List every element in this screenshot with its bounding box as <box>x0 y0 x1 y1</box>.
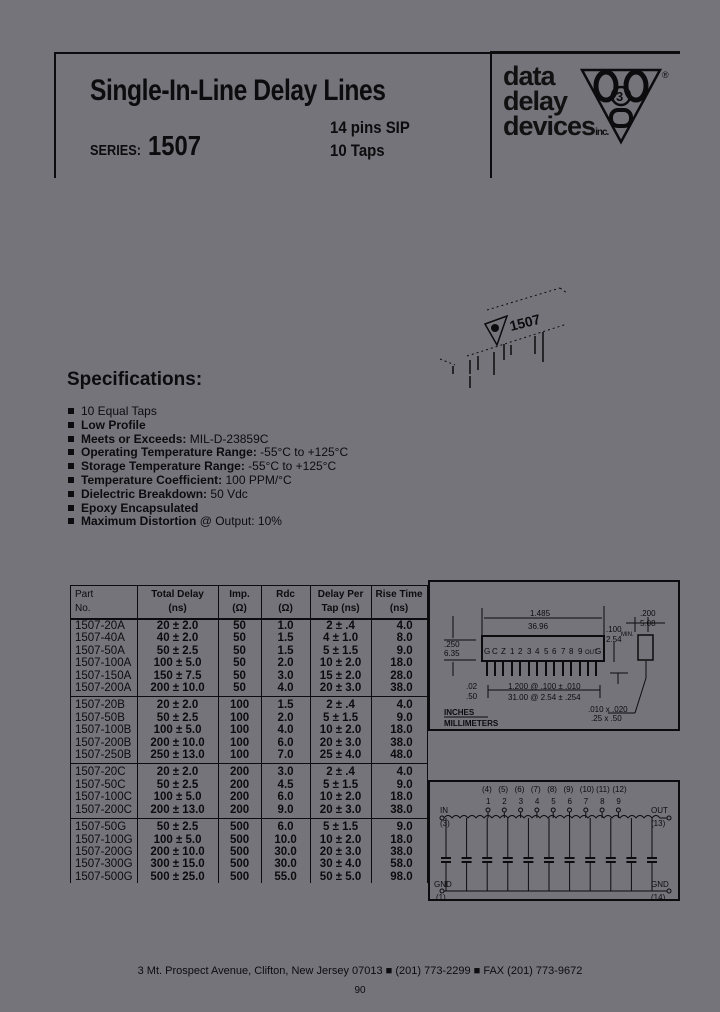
col-rise-time: Rise Time (ns) <box>371 586 427 620</box>
cell-part: 1507-40A <box>71 632 138 644</box>
cell-rdc: 1.5 <box>261 632 310 644</box>
specifications-title: Specifications: <box>67 369 203 390</box>
cell-tap: 20 ± 3.0 <box>310 682 371 697</box>
cell-rise: 4.0 <box>371 697 427 712</box>
cell-imp: 50 <box>218 682 261 697</box>
cell-imp: 100 <box>218 712 261 724</box>
cell-rdc: 10.0 <box>261 834 310 846</box>
table-row <box>71 858 428 870</box>
cell-part: 1507-200G <box>71 846 138 858</box>
svg-text:®: ® <box>662 70 669 80</box>
cell-rdc: 7.0 <box>261 749 310 764</box>
cell-total: 200 ± 10.0 <box>137 846 218 858</box>
svg-text:1: 1 <box>486 797 491 806</box>
svg-text:2.54: 2.54 <box>606 635 622 644</box>
table-header-row <box>71 586 428 620</box>
cell-rdc: 55.0 <box>261 871 310 883</box>
cell-total: 300 ± 15.0 <box>137 858 218 870</box>
svg-text:3: 3 <box>527 647 532 656</box>
cell-total: 100 ± 5.0 <box>137 834 218 846</box>
col-rdc: Rdc (Ω) <box>261 586 310 620</box>
svg-text:(5): (5) <box>498 785 509 794</box>
cell-rise: 58.0 <box>371 858 427 870</box>
cell-tap: 20 ± 3.0 <box>310 737 371 749</box>
svg-text:8: 8 <box>569 647 574 656</box>
svg-text:(10): (10) <box>579 785 595 794</box>
svg-text:8: 8 <box>600 797 605 806</box>
svg-text:4: 4 <box>535 647 540 656</box>
svg-text:GND: GND <box>651 880 669 889</box>
cell-tap: 25 ± 4.0 <box>310 749 371 764</box>
cell-imp: 50 <box>218 670 261 682</box>
cell-rdc: 1.0 <box>261 619 310 632</box>
cell-total: 500 ± 25.0 <box>137 871 218 883</box>
table-row <box>71 619 428 632</box>
package-illustration <box>425 282 605 392</box>
cell-rdc: 4.0 <box>261 724 310 736</box>
cell-tap: 5 ± 1.5 <box>310 645 371 657</box>
cell-part: 1507-50A <box>71 645 138 657</box>
subtitle-pins: 14 pins SIP <box>330 118 410 137</box>
cell-rdc: 30.0 <box>261 846 310 858</box>
cell-rdc: 1.5 <box>261 697 310 712</box>
cell-total: 40 ± 2.0 <box>137 632 218 644</box>
footer-address: 3 Mt. Prospect Avenue, Clifton, New Jersey 07013 ■ (201) 773-2299 ■ FAX (201) 773-9672 <box>137 965 583 977</box>
svg-text:5.08: 5.08 <box>640 619 656 628</box>
cell-total: 50 ± 2.5 <box>137 819 218 834</box>
spec-item: Dielectric Breakdown: 50 Vdc <box>68 488 348 502</box>
cell-rise: 18.0 <box>371 834 427 846</box>
svg-text:6: 6 <box>552 647 557 656</box>
svg-text:2: 2 <box>518 647 523 656</box>
specifications-list <box>68 405 348 529</box>
svg-text:2: 2 <box>502 797 507 806</box>
cell-part: 1507-250B <box>71 749 138 764</box>
svg-text:.25 x .50: .25 x .50 <box>591 714 622 723</box>
cell-rdc: 3.0 <box>261 670 310 682</box>
cell-total: 100 ± 5.0 <box>137 791 218 803</box>
cell-imp: 50 <box>218 619 261 632</box>
svg-text:7: 7 <box>561 647 566 656</box>
svg-text:(13): (13) <box>651 819 666 828</box>
svg-text:(1): (1) <box>436 893 446 901</box>
svg-text:(7): (7) <box>530 785 541 794</box>
table-row <box>71 645 428 657</box>
cell-rise: 48.0 <box>371 749 427 764</box>
logo-line-delay: delay <box>503 86 568 116</box>
svg-text:31.00 @ 2.54 ± .254: 31.00 @ 2.54 ± .254 <box>508 693 581 702</box>
table-row <box>71 682 428 697</box>
cell-total: 50 ± 2.5 <box>137 779 218 791</box>
table-row <box>71 737 428 749</box>
svg-text:(11): (11) <box>596 785 610 794</box>
cell-total: 100 ± 5.0 <box>137 657 218 669</box>
cell-rise: 9.0 <box>371 779 427 791</box>
table-row <box>71 764 428 779</box>
cell-rdc: 2.0 <box>261 657 310 669</box>
cell-imp: 200 <box>218 779 261 791</box>
cell-part: 1507-50C <box>71 779 138 791</box>
svg-text:(9): (9) <box>563 785 574 794</box>
logo-line-devices: devices <box>503 111 596 141</box>
cell-rdc: 30.0 <box>261 858 310 870</box>
cell-part: 1507-150A <box>71 670 138 682</box>
cell-rise: 9.0 <box>371 712 427 724</box>
svg-text:4: 4 <box>534 797 540 806</box>
cell-rise: 4.0 <box>371 764 427 779</box>
spec-item: 10 Equal Taps <box>68 405 348 419</box>
logo-emblem-icon <box>578 66 678 146</box>
cell-tap: 15 ± 2.0 <box>310 670 371 682</box>
svg-text:.250: .250 <box>444 640 460 649</box>
cell-total: 20 ± 2.0 <box>137 697 218 712</box>
cell-tap: 5 ± 1.5 <box>310 819 371 834</box>
svg-text:.010 x .020: .010 x .020 <box>588 705 628 714</box>
cell-imp: 100 <box>218 724 261 736</box>
svg-text:9: 9 <box>616 797 621 806</box>
table-row <box>71 632 428 644</box>
cell-total: 250 ± 13.0 <box>137 749 218 764</box>
cell-rise: 8.0 <box>371 632 427 644</box>
col-impedance: Imp. (Ω) <box>218 586 261 620</box>
cell-imp: 50 <box>218 657 261 669</box>
spec-item: Maximum Distortion @ Output: 10% <box>68 515 348 529</box>
cell-rdc: 4.0 <box>261 682 310 697</box>
svg-text:.02: .02 <box>466 682 478 691</box>
col-total-delay: Total Delay (ns) <box>137 586 218 620</box>
logo-line-data: data <box>503 61 555 91</box>
cell-imp: 500 <box>218 819 261 834</box>
svg-text:3: 3 <box>616 89 624 104</box>
package-label: 1507 <box>507 310 542 334</box>
table-row <box>71 834 428 846</box>
svg-text:.200: .200 <box>640 609 656 618</box>
cell-tap: 2 ± .4 <box>310 619 371 632</box>
table-row <box>71 697 428 712</box>
cell-rise: 38.0 <box>371 846 427 858</box>
cell-total: 100 ± 5.0 <box>137 724 218 736</box>
svg-text:9: 9 <box>578 647 583 656</box>
svg-text:G: G <box>595 647 602 656</box>
cell-tap: 20 ± 3.0 <box>310 846 371 858</box>
cell-imp: 200 <box>218 764 261 779</box>
svg-text:.50: .50 <box>466 692 478 701</box>
svg-text:1: 1 <box>510 647 515 656</box>
dimension-drawing <box>428 580 680 731</box>
svg-text:6.35: 6.35 <box>444 649 460 658</box>
table-row <box>71 749 428 764</box>
svg-text:(12): (12) <box>612 785 627 794</box>
cell-tap: 10 ± 2.0 <box>310 724 371 736</box>
svg-text:6: 6 <box>567 797 572 806</box>
cell-part: 1507-100C <box>71 791 138 803</box>
cell-total: 200 ± 10.0 <box>137 737 218 749</box>
cell-rise: 18.0 <box>371 657 427 669</box>
svg-text:.100: .100 <box>606 625 622 634</box>
cell-imp: 100 <box>218 697 261 712</box>
logo-inc: inc. <box>595 127 609 138</box>
cell-rise: 18.0 <box>371 791 427 803</box>
cell-rdc: 3.0 <box>261 764 310 779</box>
cell-part: 1507-200B <box>71 737 138 749</box>
svg-text:GND: GND <box>434 880 452 889</box>
svg-text:36.96: 36.96 <box>528 622 549 631</box>
cell-part: 1507-20C <box>71 764 138 779</box>
cell-rdc: 2.0 <box>261 712 310 724</box>
cell-tap: 2 ± .4 <box>310 764 371 779</box>
cell-part: 1507-50B <box>71 712 138 724</box>
cell-tap: 10 ± 2.0 <box>310 791 371 803</box>
cell-imp: 200 <box>218 791 261 803</box>
cell-imp: 500 <box>218 834 261 846</box>
svg-text:OUT: OUT <box>585 650 598 656</box>
svg-text:G: G <box>484 647 491 656</box>
svg-text:IN: IN <box>440 806 448 815</box>
cell-tap: 10 ± 2.0 <box>310 657 371 669</box>
svg-text:(8): (8) <box>547 785 557 794</box>
cell-part: 1507-500G <box>71 871 138 883</box>
cell-total: 20 ± 2.0 <box>137 619 218 632</box>
cell-tap: 30 ± 4.0 <box>310 858 371 870</box>
cell-rdc: 6.0 <box>261 737 310 749</box>
cell-tap: 4 ± 1.0 <box>310 632 371 644</box>
cell-rise: 38.0 <box>371 737 427 749</box>
cell-tap: 20 ± 3.0 <box>310 804 371 819</box>
svg-text:1.485: 1.485 <box>530 609 551 618</box>
cell-total: 50 ± 2.5 <box>137 712 218 724</box>
svg-text:(4): (4) <box>482 785 492 794</box>
svg-text:MILLIMETERS: MILLIMETERS <box>444 719 499 728</box>
cell-tap: 50 ± 5.0 <box>310 871 371 883</box>
cell-rise: 9.0 <box>371 819 427 834</box>
schematic-diagram <box>428 780 680 901</box>
cell-part: 1507-200C <box>71 804 138 819</box>
svg-text:Z: Z <box>501 647 506 656</box>
cell-total: 50 ± 2.5 <box>137 645 218 657</box>
cell-part: 1507-20A <box>71 619 138 632</box>
cell-imp: 500 <box>218 871 261 883</box>
table-row <box>71 819 428 834</box>
cell-imp: 50 <box>218 632 261 644</box>
cell-part: 1507-100G <box>71 834 138 846</box>
svg-text:5: 5 <box>544 647 549 656</box>
col-delay-per-tap: Delay Per Tap (ns) <box>310 586 371 620</box>
table-row <box>71 779 428 791</box>
table-row <box>71 670 428 682</box>
cell-imp: 200 <box>218 804 261 819</box>
page-title: Single-In-Line Delay Lines <box>90 74 386 107</box>
cell-rise: 38.0 <box>371 804 427 819</box>
spec-item: Temperature Coefficient: 100 PPM/°C <box>68 474 348 488</box>
table-row <box>71 871 428 883</box>
svg-text:INCHES: INCHES <box>444 708 475 717</box>
svg-text:1.200 @ .100 ± .010: 1.200 @ .100 ± .010 <box>508 682 581 691</box>
svg-text:5: 5 <box>551 797 556 806</box>
spec-item: Storage Temperature Range: -55°C to +125°C <box>68 460 348 474</box>
cell-part: 1507-50G <box>71 819 138 834</box>
cell-rdc: 4.5 <box>261 779 310 791</box>
table-row <box>71 791 428 803</box>
cell-imp: 500 <box>218 858 261 870</box>
cell-total: 20 ± 2.0 <box>137 764 218 779</box>
cell-rdc: 9.0 <box>261 804 310 819</box>
spec-item: Meets or Exceeds: MIL-D-23859C <box>68 433 348 447</box>
cell-imp: 50 <box>218 645 261 657</box>
cell-total: 200 ± 13.0 <box>137 804 218 819</box>
svg-text:7: 7 <box>583 797 589 806</box>
table-row <box>71 846 428 858</box>
cell-part: 1507-200A <box>71 682 138 697</box>
svg-text:OUT: OUT <box>651 806 668 815</box>
table-row <box>71 724 428 736</box>
cell-rise: 98.0 <box>371 871 427 883</box>
cell-imp: 100 <box>218 737 261 749</box>
cell-rdc: 6.0 <box>261 791 310 803</box>
svg-text:MIN.: MIN. <box>621 632 634 638</box>
cell-part: 1507-20B <box>71 697 138 712</box>
table-row <box>71 712 428 724</box>
cell-rise: 4.0 <box>371 619 427 632</box>
svg-text:3: 3 <box>518 797 524 806</box>
cell-imp: 100 <box>218 749 261 764</box>
cell-imp: 500 <box>218 846 261 858</box>
svg-text:C: C <box>492 647 498 656</box>
cell-part: 1507-300G <box>71 858 138 870</box>
cell-part: 1507-100A <box>71 657 138 669</box>
cell-rdc: 6.0 <box>261 819 310 834</box>
col-part: Part No. <box>71 586 138 620</box>
cell-total: 150 ± 7.5 <box>137 670 218 682</box>
subtitle-taps: 10 Taps <box>330 141 385 160</box>
table-row <box>71 657 428 669</box>
cell-rise: 18.0 <box>371 724 427 736</box>
cell-tap: 5 ± 1.5 <box>310 712 371 724</box>
cell-tap: 10 ± 2.0 <box>310 834 371 846</box>
series-label: SERIES: <box>90 142 142 159</box>
cell-total: 200 ± 10.0 <box>137 682 218 697</box>
page-number: 90 <box>354 985 366 996</box>
series-number: 1507 <box>148 130 201 161</box>
table-row <box>71 804 428 819</box>
svg-text:(6): (6) <box>514 785 525 794</box>
spec-item: Epoxy Encapsulated <box>68 502 348 516</box>
svg-text:(14): (14) <box>651 893 666 901</box>
cell-rise: 9.0 <box>371 645 427 657</box>
specifications-table <box>70 585 428 883</box>
spec-item: Low Profile <box>68 419 348 433</box>
svg-text:(3): (3) <box>440 819 450 828</box>
cell-tap: 2 ± .4 <box>310 697 371 712</box>
cell-rdc: 1.5 <box>261 645 310 657</box>
cell-tap: 5 ± 1.5 <box>310 779 371 791</box>
spec-item: Operating Temperature Range: -55°C to +125°C <box>68 446 348 460</box>
cell-part: 1507-100B <box>71 724 138 736</box>
cell-rise: 28.0 <box>371 670 427 682</box>
cell-rise: 38.0 <box>371 682 427 697</box>
